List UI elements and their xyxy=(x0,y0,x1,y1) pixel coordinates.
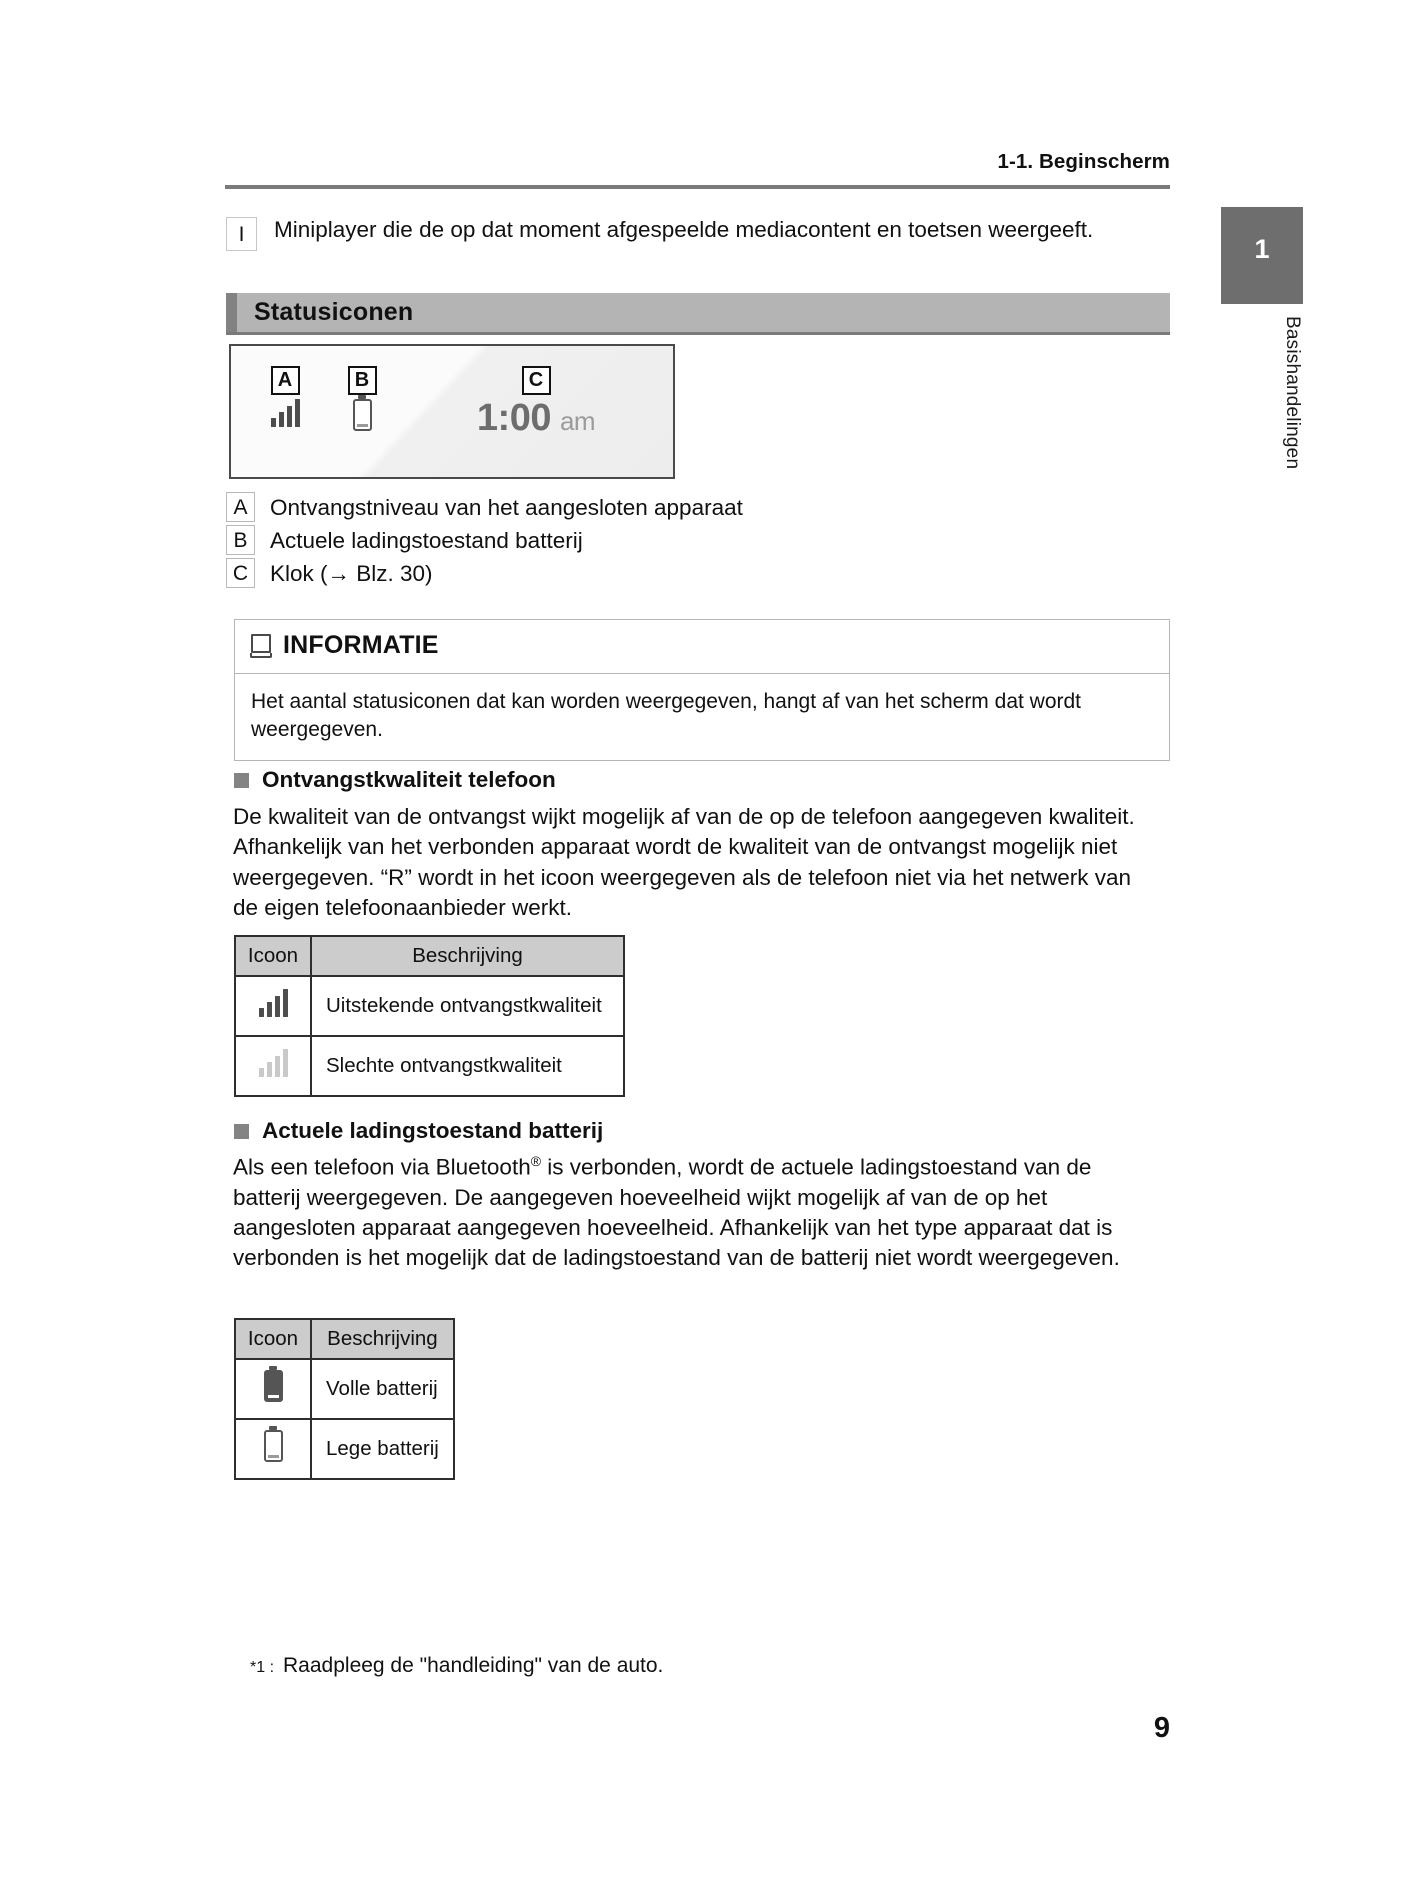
legend-tag-c: C xyxy=(226,558,255,588)
header-rule xyxy=(225,185,1170,189)
paragraph-signal-quality: De kwaliteit van de ontvangst wijkt mogelijk af van de op de telefoon aangegeven kwaliteit. Afhankelijk van het verbonden apparaat wordt de kwaliteit van de ontvangst mogelijk niet weergegeven. “R” wordt in het icoon weergegeven als de telefoon niet via het netwerk van de eigen telefoonaanbieder werkt. xyxy=(233,804,1135,920)
callout-text: Miniplayer die de op dat moment afgespeelde mediacontent en toetsen weergeeft. xyxy=(274,217,1094,242)
book-icon xyxy=(251,634,272,658)
clock-display xyxy=(446,399,626,437)
table-row xyxy=(235,1419,454,1479)
footnote-text: Raadpleeg de "handleiding" van de auto. xyxy=(283,1654,664,1677)
illustration-item-a xyxy=(259,366,311,432)
page-number: 9 xyxy=(1153,1712,1170,1744)
subheading-battery-level-label: Actuele ladingstoestand batterij xyxy=(262,1118,604,1143)
callout-item-i xyxy=(226,215,1096,251)
information-box-header xyxy=(235,620,1169,674)
bullet-square-icon xyxy=(234,773,249,788)
section-title: Statusiconen xyxy=(254,297,414,326)
table-cell-icon xyxy=(235,1036,311,1096)
subheading-signal-quality-label: Ontvangstkwaliteit telefoon xyxy=(262,767,556,792)
illustration-tag-b: B xyxy=(348,366,377,395)
legend-item xyxy=(226,558,1026,588)
battery-empty-icon xyxy=(264,1430,283,1462)
information-box xyxy=(234,619,1170,761)
clock-ampm: am xyxy=(559,406,596,436)
footnote-mark: *1 : xyxy=(250,1659,275,1676)
table-row xyxy=(235,1036,624,1096)
chapter-number: 1 xyxy=(1254,234,1270,264)
legend-item xyxy=(226,525,1026,555)
table-header-row xyxy=(235,936,624,976)
registered-mark: ® xyxy=(530,1153,542,1169)
illustration-item-c xyxy=(446,366,626,437)
illustration-tag-c: C xyxy=(522,366,551,395)
table-cell-description: Uitstekende ontvangstkwaliteit xyxy=(311,976,624,1036)
table-header-icon: Icoon xyxy=(235,1319,311,1359)
subheading-battery-level xyxy=(234,1118,603,1144)
legend-text-a: Ontvangstniveau van het aangesloten apparaat xyxy=(270,494,743,520)
section-band xyxy=(226,293,1170,335)
illustration-tag-a: A xyxy=(271,366,300,395)
running-head: 1-1. Beginscherm xyxy=(997,150,1170,173)
table-header-description: Beschrijving xyxy=(311,1319,454,1359)
table-cell-icon xyxy=(235,1359,311,1419)
legend-text-c: Klok (→ Blz. 30) xyxy=(270,560,433,586)
table-cell-icon xyxy=(235,976,311,1036)
table-row xyxy=(235,976,624,1036)
paragraph-battery-part2: is verbonden, wordt de actuele ladingstoestand van de batterij weergegeven. De aangegeven hoeveelheid wijkt mogelijk af van de op het aangesloten apparaat aangegeven hoeveelheid. Afhankelijk van het type apparaat dat is verbonden is het mogelijk dat de ladingstoestand van de batterij niet wordt weergegeven. xyxy=(233,1154,1120,1271)
battery-icon xyxy=(353,399,372,431)
illustration-legend xyxy=(226,492,1026,591)
paragraph-battery-part1: Als een telefoon via Bluetooth xyxy=(233,1154,531,1180)
table-cell-description: Lege batterij xyxy=(311,1419,454,1479)
subheading-signal-quality xyxy=(234,767,556,793)
status-icons-illustration xyxy=(229,344,675,479)
paragraph-battery-level xyxy=(233,1152,1143,1274)
signal-bars-weak-icon xyxy=(259,1049,288,1077)
footnote xyxy=(250,1654,663,1678)
battery-full-icon xyxy=(264,1370,283,1402)
table-header-row xyxy=(235,1319,454,1359)
signal-bars-icon xyxy=(271,399,300,427)
chapter-label: Basishandelingen xyxy=(1282,316,1303,470)
battery-level-table xyxy=(234,1318,455,1480)
legend-tag-a: A xyxy=(226,492,255,522)
table-cell-description: Slechte ontvangstkwaliteit xyxy=(311,1036,624,1096)
signal-bars-strong-icon xyxy=(259,989,288,1017)
information-box-body: Het aantal statusiconen dat kan worden weergegeven, hangt af van het scherm dat wordt weergegeven. xyxy=(251,690,1082,741)
legend-item xyxy=(226,492,1026,522)
legend-text-b: Actuele ladingstoestand batterij xyxy=(270,527,583,553)
legend-tag-b: B xyxy=(226,525,255,555)
callout-tag: I xyxy=(226,217,257,251)
clock-time: 1:00 xyxy=(476,397,551,439)
table-header-icon: Icoon xyxy=(235,936,311,976)
table-row xyxy=(235,1359,454,1419)
signal-quality-table xyxy=(234,935,625,1097)
table-header-description: Beschrijving xyxy=(311,936,624,976)
information-box-title: INFORMATIE xyxy=(283,631,439,659)
table-cell-icon xyxy=(235,1419,311,1479)
chapter-thumb-tab xyxy=(1221,207,1303,304)
table-cell-description: Volle batterij xyxy=(311,1359,454,1419)
bullet-square-icon xyxy=(234,1124,249,1139)
illustration-item-b xyxy=(336,366,388,436)
